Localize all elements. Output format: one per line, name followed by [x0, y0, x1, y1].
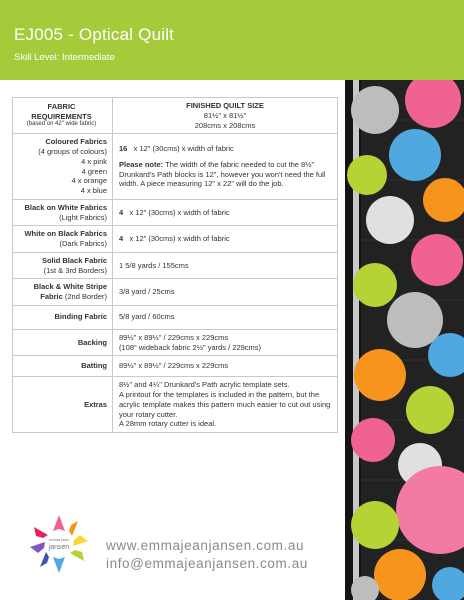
stripe-sub: (2nd Border) — [64, 292, 107, 301]
white-on-black-label-cell — [13, 226, 113, 253]
white-on-black-sub: (Dark Fabrics) — [59, 239, 107, 248]
extras-label: Extras — [84, 399, 107, 409]
row-coloured-fabrics — [13, 134, 338, 200]
quilt-illustration — [345, 80, 464, 600]
finished-size-title: FINISHED QUILT SIZE — [186, 101, 264, 110]
email-link[interactable]: info@emmajeanjansen.com.au — [106, 556, 308, 571]
solid-black-label: Solid Black Fabric — [41, 255, 107, 265]
coloured-note-label: Please note: — [119, 159, 164, 169]
coloured-amount: x 12" (30cms) x width of fabric — [133, 144, 234, 153]
black-on-white-value-cell — [113, 199, 338, 226]
coloured-sub-1: (4 groups of colours) — [38, 147, 107, 156]
solid-black-label-cell — [13, 252, 113, 279]
finished-size-cms: 208cms x 208cms — [194, 120, 256, 130]
stripe-value-cell: 3/8 yard / 25cms — [113, 279, 338, 306]
solid-black-value-cell: 1 5/8 yards / 155cms — [113, 252, 338, 279]
row-solid-black — [13, 252, 338, 279]
header-left-note: (based on 42" wide fabric) — [26, 121, 97, 128]
row-binding — [13, 305, 338, 329]
finished-size-inches: 81½" x 81½" — [203, 110, 247, 120]
row-stripe — [13, 279, 338, 306]
row-extras — [13, 377, 338, 433]
batting-label-cell — [13, 356, 113, 377]
extras-line-2: A printout for the templates is included in the pattern, but the acrylic template makes this pattern much easier to cut out using your rotary cutter. — [119, 390, 331, 419]
backing-value-cell — [113, 329, 338, 356]
black-on-white-amount: x 12" (30cms) x width of fabric — [129, 207, 230, 217]
backing-value-1: 89½" x 89½" / 229cms x 229cms — [119, 332, 229, 342]
website-link[interactable]: www.emmajeanjansen.com.au — [106, 538, 305, 553]
coloured-sub-3: 4 green — [81, 166, 107, 176]
extras-line-3: A 28mm rotary cutter is ideal. — [119, 419, 217, 429]
row-batting — [13, 356, 338, 377]
extras-line-1: 8½" and 4¼" Drunkard's Path acrylic template sets. — [119, 380, 290, 390]
binding-label-cell — [13, 305, 113, 329]
page-title: EJ005 - Optical Quilt — [14, 25, 175, 44]
coloured-sub-4: 4 x orange — [71, 176, 107, 186]
black-on-white-sub: (Light Fabrics) — [59, 212, 107, 222]
logo-text-top: emma jean — [49, 537, 69, 542]
row-backing — [13, 329, 338, 356]
binding-value-cell: 5/8 yard / 60cms — [113, 305, 338, 329]
row-white-on-black — [13, 226, 338, 253]
coloured-fabrics-label: Coloured Fabrics — [45, 137, 107, 147]
extras-value-cell — [113, 377, 338, 433]
solid-black-sub: (1st & 3rd Borders) — [43, 265, 107, 275]
white-on-black-value-cell — [113, 226, 338, 253]
batting-value-cell: 89½" x 89½" / 229cms x 229cms — [113, 356, 338, 377]
black-on-white-label: Black on White Fabrics — [24, 202, 107, 212]
coloured-sub-2: 4 x pink — [81, 156, 107, 166]
binding-label: Binding Fabric — [54, 312, 107, 322]
black-on-white-qty: 4 — [119, 207, 124, 217]
finished-size-header — [113, 98, 338, 134]
emma-jean-jansen-logo — [28, 513, 90, 575]
table-header-row — [13, 98, 338, 134]
extras-label-cell — [13, 377, 113, 433]
skill-level: Skill Level: Intermediate — [14, 52, 115, 63]
white-on-black-amount: x 12" (30cms) x width of fabric — [129, 234, 230, 244]
stripe-label-2: Fabric — [40, 292, 63, 301]
header-left-title-2: REQUIREMENTS — [31, 111, 92, 121]
header-banner — [0, 0, 464, 80]
black-on-white-label-cell — [13, 199, 113, 226]
fabric-requirements-header — [13, 98, 113, 134]
coloured-fabrics-value-cell — [113, 134, 338, 200]
quilt-photo — [345, 80, 464, 600]
coloured-note-text: The width of the fabric needed to cut the 8½" Drunkard's Path blocks is 12", however you won't need the full width. A piece measuring 12" x 22" will do the job. — [119, 159, 326, 189]
backing-value-2: (108" wideback fabric 2½" yards / 229cms) — [119, 342, 262, 352]
coloured-qty: 16 — [119, 144, 128, 153]
white-on-black-label: White on Black Fabrics — [24, 229, 107, 239]
coloured-sub-5: 4 x blue — [80, 186, 107, 195]
batting-label: Batting — [81, 361, 107, 371]
coloured-fabrics-label-cell — [13, 134, 113, 200]
stripe-label-cell — [13, 279, 113, 306]
backing-label-cell — [13, 329, 113, 356]
row-black-on-white — [13, 199, 338, 226]
backing-label: Backing — [77, 337, 107, 347]
white-on-black-qty: 4 — [119, 234, 124, 244]
header-left-title-1: FABRIC — [47, 101, 76, 111]
requirements-table — [12, 97, 338, 433]
logo-text-main: jansen — [48, 544, 70, 551]
stripe-label: Black & White Stripe — [33, 282, 107, 292]
